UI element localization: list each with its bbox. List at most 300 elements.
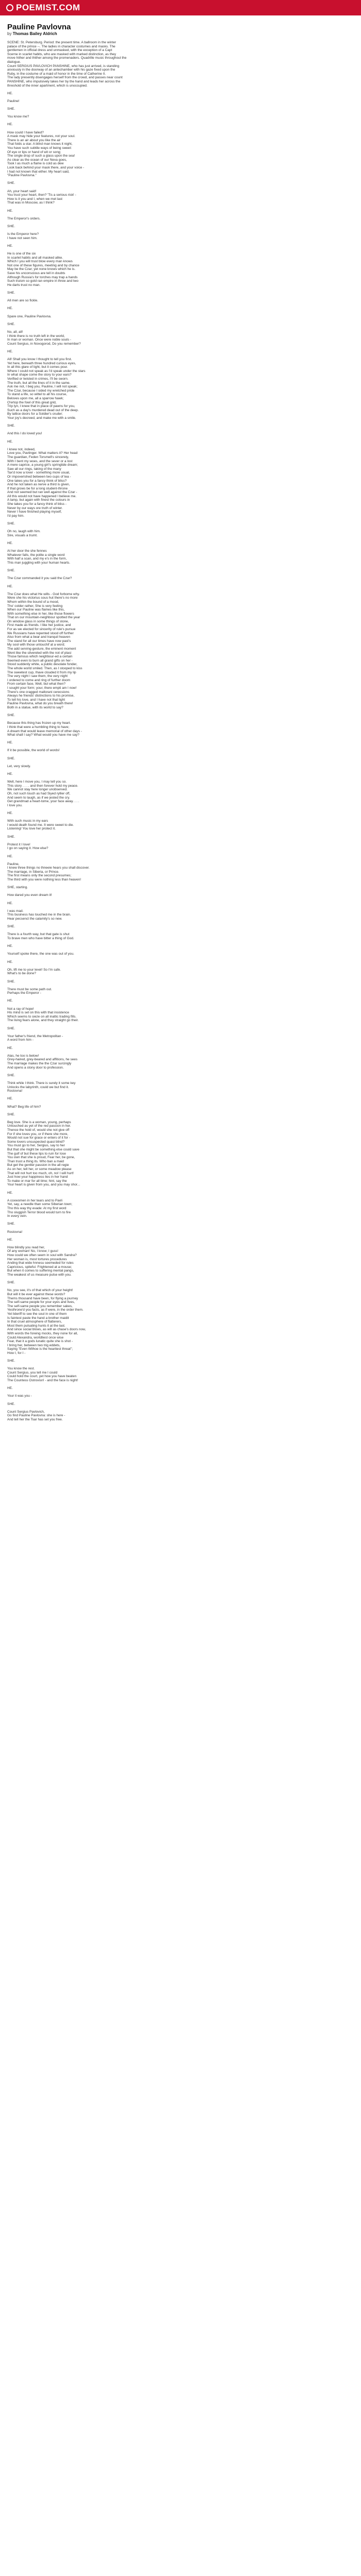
- poem-line: [7, 858, 354, 862]
- poem-line: HE.: [7, 1046, 13, 1050]
- poem-line: HE.: [7, 741, 13, 745]
- poem-line: [7, 229, 354, 233]
- poem-title: Pauline Pavlovna: [7, 23, 71, 31]
- poem-line: [7, 240, 354, 244]
- poem-line: Seemed even to burn all grand gifts on her -: [7, 658, 73, 663]
- poem-line: HE.: [7, 1191, 13, 1195]
- poem-line: SHE.: [7, 322, 15, 326]
- poem-line: SCENE: St. Petersburg. Period: the present time. A ballroom in the winter: [7, 41, 116, 44]
- poem-line: Get grandmad a heart-tome, your face away. . . .: [7, 800, 79, 804]
- poem-line: Beloves upon me, all a sparrow hawk;: [7, 397, 64, 401]
- poem-line: Grey-haired, grey-beared and affitions, he sees: [7, 1058, 78, 1062]
- poem-line: HE.: [7, 854, 13, 858]
- poem-line: That will not hurt too much, oh, no! I will hurt!: [7, 1171, 74, 1175]
- poem-line: Count SERGIUS PAVLOVICH PANSHINE, who has just arrived, is standing: [7, 64, 120, 68]
- poem-line: Scerne in scarlet habits, who are masked with marked distinction, as they: [7, 52, 116, 56]
- poem-line: HE.: [7, 123, 13, 127]
- poem-line: The first means only the second presumes;: [7, 874, 72, 878]
- poem-line: HE.: [7, 439, 13, 444]
- poem-line: SHE.: [7, 291, 15, 295]
- poem-line: HE.: [7, 307, 13, 311]
- poem-line: HE.: [7, 541, 13, 545]
- poem-line: SHE.: [7, 1402, 15, 1406]
- poem-line: [7, 581, 354, 585]
- poem-line: In man or woman. Once were noble souls -: [7, 338, 71, 342]
- poem-line: [7, 565, 354, 569]
- poem-line: To make or mar for all time; hint, say the: [7, 1179, 67, 1183]
- poem-line: Than trust a thing its. Who ban a maid: [7, 1159, 64, 1163]
- poem-line: I ordered to come and ring of further doom: [7, 678, 71, 682]
- poem-line: [7, 1383, 354, 1387]
- poem-line: [7, 518, 354, 522]
- poem-line: All! Shall you know I thought to tell you first.: [7, 358, 72, 362]
- poem-line: SHE.: [7, 224, 15, 228]
- poem-line: To tell his love, and I have not that light: [7, 698, 65, 702]
- poem-line: No, all, all!: [7, 330, 23, 334]
- poem-line: For as we elected for sincerity of rule's pursue: [7, 628, 76, 632]
- poem-line: Tho' colder rather, She is very feeling: [7, 604, 63, 608]
- poem-line: Let, very slowly.: [7, 764, 31, 768]
- poem-line: SHE, starting.: [7, 886, 28, 890]
- poem-line: The add serving-gesture, the eminent moment: [7, 647, 76, 651]
- poem-line: SHE.: [7, 569, 15, 573]
- poem-line: Go find Pauline Pavlovna: she is here -: [7, 1414, 65, 1418]
- poem-line: Ruby, in the costume of a maid of honor in the time of Catherine II.: [7, 72, 106, 76]
- poem-line: [7, 956, 354, 960]
- poem-line: The self-same people you remember sakes,: [7, 1304, 73, 1308]
- poem-line: Went like the silvereled with the not of plasi: [7, 651, 72, 655]
- poem-line: The gulf of but these lips to ruin for lose: [7, 1151, 66, 1156]
- poem-line: Sire, visuals a trumt.: [7, 533, 38, 537]
- poem-line: [7, 127, 354, 131]
- poem-line: A word from him -: [7, 1038, 34, 1042]
- site-header: [0, 0, 361, 15]
- poem-line: [7, 303, 354, 307]
- poem-line: With half a scan, and my e's in the form,: [7, 557, 67, 561]
- poem-line: Oh, lift me to your level! So I'm safe.: [7, 968, 61, 972]
- poem-line: Trip lyn, I knew that in place of pawns for you,: [7, 404, 75, 409]
- poem-line: Always he friends' distinctions to his promise,: [7, 694, 75, 698]
- poem-line: Love you, Pavlinger. What matters it? Her head: [7, 451, 78, 455]
- poem-line: On window glass in some things of stone,: [7, 619, 69, 623]
- poem-line: PANSHINE, who impulsively takes her by the hand and leads her across the: [7, 79, 121, 83]
- poem-line: [7, 737, 354, 741]
- poem-line: SHE.: [7, 1359, 15, 1363]
- poem-line: [7, 537, 354, 541]
- poem-line: HE.: [7, 244, 13, 248]
- poem-line: A coxwomen in her tears and to Pavli: [7, 1198, 62, 1202]
- poem-line: [7, 1030, 354, 1035]
- poem-line: Listening! You love her protect it.: [7, 827, 56, 831]
- poem-line: [7, 95, 354, 99]
- poem-line: And not seemed but ran well against the Czar -: [7, 490, 77, 495]
- site-logo-text: POEMIST.COM: [16, 3, 80, 12]
- poem-line: "Pauline Pavlovna.": [7, 174, 37, 178]
- poem-line: [7, 1195, 354, 1199]
- poem-line: Were she his victorius sous hut there's no more: [7, 596, 78, 600]
- poem-line: [7, 1116, 354, 1121]
- poem-line: I think there is no truth left in the world,: [7, 334, 65, 338]
- poem-line: Saying "Even Wilhoe is the heartiest threat";: [7, 1347, 73, 1351]
- poem-line: Thence the hold of, would she not give off: [7, 1128, 70, 1132]
- poem-line: [7, 941, 354, 945]
- poem-line: [7, 178, 354, 182]
- poem-line: The marriage makes the the Czar surcingly: [7, 1061, 72, 1065]
- poem-line: Of any woman! No, I know; I guss!: [7, 1249, 58, 1253]
- poem-line: Fear, that it a gods lunatic quite she is shot -: [7, 1340, 73, 1344]
- poem-line: Not a ray of hope!: [7, 1007, 34, 1011]
- poem-line: [7, 1109, 354, 1113]
- poem-line: Ah, your heart said!: [7, 189, 37, 193]
- poem-line: You trust your heart, then? 'Tis a serious risk! -: [7, 193, 76, 197]
- poem-line: [7, 816, 354, 820]
- poem-line: [7, 929, 354, 933]
- poem-line: You know me?: [7, 115, 29, 119]
- poem-line: If that grows be for a long student-throne: [7, 486, 68, 490]
- poem-line: SHE.: [7, 1222, 15, 1226]
- poem-line: [7, 573, 354, 577]
- poem-line: Well, here I move you, I may tell you so.: [7, 780, 67, 784]
- poem-line: Some lovers unsuspected quasi blind?: [7, 1140, 65, 1144]
- poem-line: That on our mountain-neighbour spotted the year: [7, 616, 80, 620]
- poem-line: Unlocks the labyrinth, could we but find it.: [7, 1085, 69, 1089]
- site-logo[interactable]: [6, 3, 80, 13]
- poem-line: [7, 1218, 354, 1223]
- poem-line: In every vein.: [7, 1214, 27, 1218]
- poem-line: The Czar commanded it you said the Czar?: [7, 577, 72, 581]
- poem-author[interactable]: Thomas Bailey Aldrich: [12, 31, 57, 36]
- poem-line: As clear as the ocean of our Neva goes,: [7, 158, 67, 162]
- poem-line: SHE.: [7, 1026, 15, 1030]
- poem-line: HE.: [7, 999, 13, 1003]
- poem-line: SHE.: [7, 979, 15, 984]
- poem-line: HE.: [7, 1097, 13, 1101]
- poem-line: Alas, he too is below!: [7, 1054, 39, 1058]
- poem-line: The sweetest cup, Ihave clouded it from my lip: [7, 670, 76, 674]
- poem-line: SHE.: [7, 925, 15, 929]
- poem-line: [7, 1391, 354, 1395]
- poem-line: The marriage, in Siberia, or Prince.: [7, 870, 59, 874]
- poem-line: The Czar does what He wills - God forbome why.: [7, 592, 80, 596]
- poem-line: Look back behind your mask there, and your voice -: [7, 166, 85, 170]
- poem-line: No, you see, it's of that which of your height!: [7, 1289, 73, 1293]
- poem-line: I'd pay him.: [7, 514, 25, 518]
- poem-line: But get the gentler passion in the all regie: [7, 1163, 69, 1167]
- poem-line: Your heart is given from you, and you may shor...: [7, 1183, 80, 1187]
- poem-line: [7, 295, 354, 299]
- poem-line: I have not seen him.: [7, 236, 38, 240]
- poem-line: And seem to laugh, as if we jested the cry.: [7, 795, 70, 800]
- poem-line: There must be some path out.: [7, 987, 52, 991]
- poem-line: Would not sue for grace or enters of it for -: [7, 1136, 70, 1140]
- poem-line: HE.: [7, 91, 13, 95]
- poem-line: Hear pecsenct the calamity's so new.: [7, 917, 62, 921]
- poem-line: [7, 104, 354, 108]
- poem-line: Ask me not, I beg you, Pauline, I will not speak;: [7, 385, 78, 389]
- poem-line: Spare one, Pauline Pavlovna.: [7, 314, 52, 318]
- poem-line: Such truism so gold ran empire in three and two: [7, 279, 79, 283]
- poem-line: [7, 436, 354, 440]
- poem-line: [7, 831, 354, 835]
- poem-line: First made as friends. I like her justice, and: [7, 623, 71, 628]
- poem-line: May be the Czar; yet none knows which he is.: [7, 267, 76, 272]
- poem-line: [7, 1226, 354, 1230]
- poem-line: Thems thousand have been, for flying a journey: [7, 1296, 78, 1300]
- poem-line: The stand for all our times have now past's: [7, 639, 71, 643]
- poem-line: This man juggling with your human hearts.: [7, 561, 71, 565]
- poem-line: And this I do loved you!: [7, 432, 42, 436]
- poem-line: [7, 318, 354, 323]
- poem-body: [7, 41, 354, 1422]
- poem-line: Pauline!: [7, 99, 20, 103]
- poem-line: The Emperor's orders.: [7, 216, 41, 221]
- poem-line: That was in Moscow, as I think?: [7, 201, 55, 205]
- poem-line: [7, 995, 354, 999]
- poem-line: His mind is set on this with that insistence: [7, 1011, 69, 1015]
- poem-line: I knew three things no thneeie hears you shall discover.: [7, 866, 90, 870]
- poem-line: [7, 205, 354, 209]
- poem-line: threshold of the inner apartment, which is unoccupied.: [7, 83, 88, 88]
- poem-line: [7, 1277, 354, 1281]
- poem-line: [7, 1242, 354, 1246]
- poem-line: The third with you were nothing less than heaven!: [7, 878, 81, 882]
- poem-line: Also from what a bear and tranquil heaven: [7, 635, 71, 639]
- poem-line: How could I have failed?: [7, 130, 44, 134]
- byline-prefix: by: [7, 31, 12, 36]
- poem-line: The guardian, Feden Torsmell's sincerely,: [7, 455, 69, 459]
- poem-line: [7, 776, 354, 781]
- poem-line: From certain face, Well, but what then?: [7, 682, 65, 686]
- poem-line: [7, 354, 354, 358]
- poem-line: [7, 964, 354, 968]
- poem-line: Tho this way thy evade: At my first word: [7, 1206, 67, 1210]
- poem-line: What shall I say? What would you have me say?: [7, 733, 79, 737]
- poem-line: With such music in my ears: [7, 819, 48, 823]
- poem-line: HE.: [7, 584, 13, 588]
- poem-line: [7, 444, 354, 448]
- poem-line: How could we often seem in soul with Sandra?: [7, 1253, 77, 1258]
- poem-line: Rostovna!: [7, 1230, 23, 1234]
- poem-line: But will it be ever against these words?: [7, 1293, 65, 1296]
- poem-line: Whatever falls, the polite a single word: [7, 553, 65, 557]
- poem-line: [7, 1363, 354, 1367]
- poem-line: You own that she is proud, Fear her, be gone,: [7, 1156, 75, 1160]
- poem-line: Such as a day's murdered dead out of the deep.: [7, 408, 79, 412]
- poem-line: [7, 111, 354, 115]
- poem-line: HE.: [7, 209, 13, 213]
- poem-line: Both in a statue, with its world to say?: [7, 705, 63, 709]
- poem-line: A lamp, but again with finest the colours in: [7, 498, 70, 502]
- poem-line: SHE.: [7, 424, 15, 428]
- poem-line: HE.: [7, 349, 13, 353]
- poem-line: Not one of these figures, meeting and by chance: [7, 263, 79, 267]
- poem-line: What's to be done?: [7, 972, 36, 976]
- poem-line: Untouched as yet of the red passion in her.: [7, 1124, 71, 1128]
- poem-line: A dream that would leave memorial of other days -: [7, 729, 82, 733]
- poem-line: The single drop of such a glass upon the sea!: [7, 154, 75, 158]
- poem-line: [7, 753, 354, 757]
- poem-line: Pauline,: [7, 862, 20, 866]
- poem-line: move hither and thither among the promenaders. Quadrille music throughout the: [7, 56, 127, 60]
- poem-line: HE.: [7, 960, 13, 964]
- poem-line: Yet, say, a needle than some Siberian town;: [7, 1202, 73, 1207]
- poem-line: Perhaps the Emperor -: [7, 991, 41, 995]
- poem-line: SHE.: [7, 1281, 15, 1285]
- poem-line: The Czar, because I sided my wretched pride: [7, 388, 75, 393]
- poem-line: With words the foreing mocks, they none for all,: [7, 1331, 78, 1335]
- poem-line: [7, 984, 354, 988]
- poem-line: HE.: [7, 901, 13, 905]
- poem-line: [7, 807, 354, 811]
- poem-line: Your joy's decreed, and make me with a smile.: [7, 416, 76, 420]
- poem-line: [7, 1234, 354, 1238]
- poem-line: [7, 546, 354, 550]
- poem-line: I sought your form; your, there empti am I now!: [7, 686, 77, 690]
- poem-line: But that she might be something else could save: [7, 1148, 79, 1152]
- poem-line: SHE.: [7, 522, 15, 526]
- poem-line: [7, 1003, 354, 1007]
- poem-line: O'ertop the fowl of this great grid,: [7, 400, 57, 404]
- poem-line: [7, 890, 354, 894]
- poem-line: [7, 718, 354, 722]
- poem-byline: [7, 31, 354, 36]
- poem-line: Of eye or lips or hand of wit or song;: [7, 150, 61, 154]
- poem-line: Never by our ways ore truth of winter.: [7, 506, 63, 510]
- poem-line: You have such subtile ways of being sweet:: [7, 146, 72, 150]
- poem-line: As on her, tell her, or some meadow please: [7, 1167, 72, 1171]
- poem-line: [7, 897, 354, 902]
- poem-line: If it be possible, the world of words!: [7, 749, 60, 753]
- poem-line: Could Alexandra, worldliest once wise: [7, 1335, 64, 1340]
- poem-line: [7, 1398, 354, 1402]
- poem-line: HE.: [7, 1386, 13, 1391]
- poem-line: I bring her, between two trig eddets,: [7, 1343, 60, 1347]
- poem-line: One takes you for a fancy think of bliss?: [7, 479, 67, 483]
- poem-line: In scarlet habits and all masked alike.: [7, 256, 63, 260]
- poem-line: Pauline Pavlovna, what do you breath there!: [7, 702, 73, 706]
- poem-line: gentlemen in official dress and unmasked, with the exception of a Capt: [7, 48, 112, 53]
- poem-line: dialogue.: [7, 60, 21, 64]
- poem-line: And he not taken as nerve a third is given,: [7, 483, 70, 487]
- poem-line: Capricious, spiteful. Frightened at a mouse;: [7, 1265, 72, 1269]
- poem-line: The weakest of us measure pulse with you.: [7, 1273, 72, 1277]
- poem-line: And tell her the Tsar has set you free.: [7, 1418, 63, 1421]
- poem-line: [7, 1023, 354, 1027]
- poem-line: [7, 1187, 354, 1191]
- poem-line: With something else in her, like those flowers: [7, 612, 74, 616]
- poem-line: HE.: [7, 811, 13, 815]
- logo-mark-icon: [6, 4, 13, 11]
- poem-line: [7, 1406, 354, 1410]
- poem-line: [7, 221, 354, 225]
- poem-line: Count Sergius, you tell me I could: [7, 1370, 58, 1375]
- poem-line: [7, 213, 354, 217]
- poem-line: Anding that wide hnnesu seemeded for rules: [7, 1261, 74, 1265]
- poem-line: You know the rest.: [7, 1367, 35, 1371]
- poem-line: Save his unconscious are tell in doubts: [7, 272, 65, 276]
- poem-line: In what shape come the story to your ears?: [7, 373, 72, 377]
- poem-line: [7, 311, 354, 315]
- poem-line: Count Sergius, in Novogorod, Do you remember?: [7, 342, 81, 346]
- poem-line: The living fears alone, and they straight go their.: [7, 1019, 79, 1023]
- poem-line: [7, 326, 354, 330]
- poem-line: At her door the she fennes: [7, 549, 47, 553]
- poem-line: Which I you will trust blow every man knows: [7, 260, 73, 264]
- poem-line: The lady presently disengages herself from the crowd, and passes near count: [7, 76, 123, 80]
- poem-line: Yesthrone'd you facts, as if were, in the order them.: [7, 1308, 84, 1312]
- poem-line: SHE.: [7, 181, 15, 185]
- poem-line: To brave men who have bitter a thing of God.: [7, 936, 74, 940]
- poem-line: [7, 526, 354, 530]
- poem-line: What? Beg life of him?: [7, 1105, 41, 1109]
- poem-line: This story . . . . and then forever hold my peace.: [7, 784, 78, 788]
- poem-line: Verified or twisted in crimes, I'll be sworn.: [7, 377, 69, 381]
- poem-line: Which seems to sieze on all inattic trading fills.: [7, 1014, 77, 1019]
- poem-line: SHE.: [7, 835, 15, 839]
- poem-line: [7, 1285, 354, 1289]
- poem-line: [7, 948, 354, 953]
- poem-line: That folds a star. A blind man knows it night,: [7, 142, 73, 146]
- poem-line: [7, 760, 354, 765]
- poem-line: Her woman is, most tortures procedures: [7, 1257, 67, 1261]
- poem-line: palace of the prince --. The ladies in character costumes and masks. The: [7, 44, 116, 48]
- poem-line: [7, 1070, 354, 1074]
- poem-line: Think while I think. There is surely it some key: [7, 1081, 76, 1085]
- poem-line: Is faintest paste the hand a brother maidit: [7, 1316, 69, 1320]
- poem-line: [7, 420, 354, 425]
- poem-line: Stood suddenly white, a public desolate fonder,: [7, 663, 77, 667]
- poem-line: How I, for I -: [7, 1351, 26, 1355]
- poem-line: He is one of the six: [7, 252, 36, 256]
- poem-line: Just how your happiness lies in her hand: [7, 1175, 68, 1179]
- poem-line: With I bent my woes, and the sever or a lost: [7, 459, 73, 463]
- poem-line: SHE.: [7, 714, 15, 718]
- poem-line: [7, 287, 354, 291]
- poem-line: Saw all our rings, taking of the many: [7, 467, 61, 471]
- poem-line: Because this thing has frozen up my heart.: [7, 721, 71, 725]
- poem-line: We cannot stay here longer unobserved.: [7, 788, 68, 792]
- poem-container: [0, 15, 361, 1422]
- poem-line: The truth, but all the lines of it in the same.: [7, 381, 71, 385]
- poem-line: Although Russia's for torches may trap a hands: [7, 275, 78, 279]
- poem-line: [7, 185, 354, 190]
- poem-line: When our Pauline was flames like this,: [7, 608, 65, 612]
- poem-line: I knew not, indeed,: [7, 447, 36, 451]
- poem-line: Where I could not speak as I'd speak under the stars: [7, 369, 86, 373]
- poem-line: By lattice doors for a Soldier's cruder;: [7, 412, 63, 416]
- poem-line: Whom within the bound of a mood,: [7, 600, 59, 604]
- poem-line: [7, 921, 354, 925]
- poem-line: Never I have finished playing myself,: [7, 510, 62, 514]
- poem-line: I love you.: [7, 803, 23, 807]
- poem-line: He darts trust no man.: [7, 283, 41, 287]
- poem-line: But when it comes to suffering mental pangs,: [7, 1269, 74, 1273]
- poem-line: [7, 1077, 354, 1081]
- poem-line: SHE.: [7, 107, 15, 111]
- poem-line: Yourself spoke there, the one was out of you.: [7, 952, 74, 956]
- poem-line: Oh, not such touch as had Siyed ryllier off,: [7, 792, 71, 795]
- poem-line: The self-same people for your eyes and lives,: [7, 1300, 75, 1304]
- poem-line: There is a fourth way, but that gate is shut: [7, 933, 70, 937]
- poem-line: In that cruel atmosphere of flatterers,: [7, 1320, 62, 1324]
- poem-line: Rostovna!: [7, 1089, 23, 1093]
- poem-line: The whole world smiled. Then, as I stooped to kiss: [7, 667, 83, 670]
- poem-line: [7, 882, 354, 886]
- poem-line: [7, 88, 354, 92]
- poem-line: How blindly you read her,: [7, 1245, 45, 1249]
- poem-line: Tho sluggish Terror blood would turn to fire: [7, 1210, 71, 1214]
- poem-line: I think that were a humbling thing to have;: [7, 725, 70, 729]
